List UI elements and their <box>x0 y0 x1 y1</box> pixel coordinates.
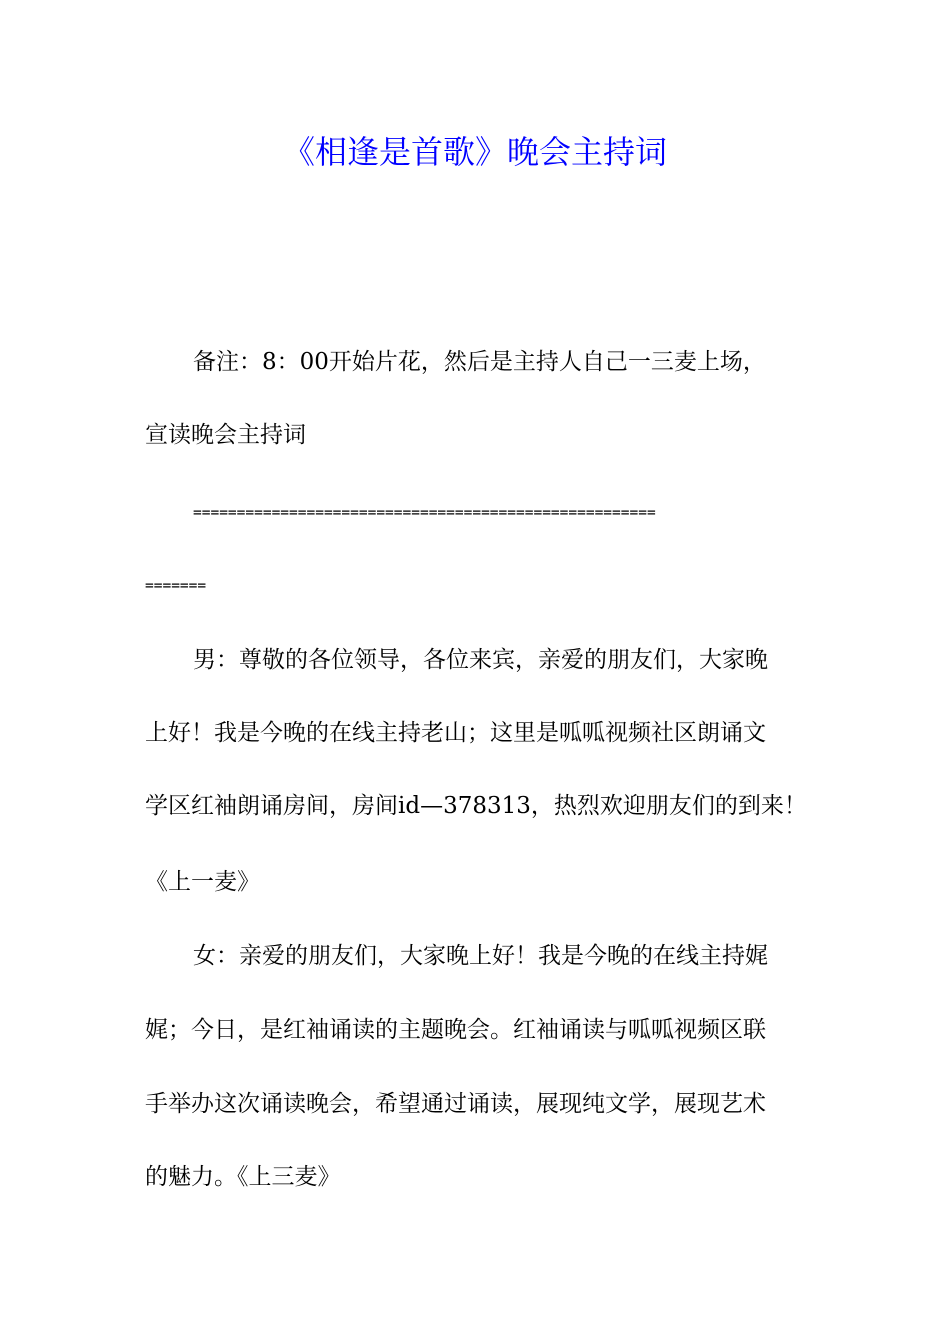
separator-line-2: ======= <box>145 578 207 594</box>
female-host-line-3: 手举办这次诵读晚会，希望通过诵读，展现纯文学，展现艺术 <box>145 1091 766 1117</box>
female-host-line-1: 女：亲爱的朋友们，大家晚上好！我是今晚的在线主持娓 <box>193 943 768 969</box>
male-host-line-3: 学区红袖朗诵房间，房间id—378313，热烈欢迎朋友们的到来！ <box>145 793 807 819</box>
female-host-line-2: 娓；今日，是红袖诵读的主题晚会。红袖诵读与呱呱视频区联 <box>145 1017 766 1043</box>
male-host-line-1: 男：尊敬的各位领导，各位来宾，亲爱的朋友们，大家晚 <box>193 647 768 673</box>
male-host-line-2: 上好！我是今晚的在线主持老山；这里是呱呱视频社区朗诵文 <box>145 720 766 746</box>
male-host-line-4: 《上一麦》 <box>145 869 260 895</box>
separator-line-1: ===================================================== <box>193 505 656 521</box>
document-title: 《相逢是首歌》晚会主持词 <box>282 133 667 171</box>
note-line-1: 备注：8：00开始片花，然后是主持人自己一三麦上场， <box>193 349 766 375</box>
female-host-line-4: 的魅力。《上三麦》 <box>145 1164 341 1190</box>
note-line-2: 宣读晚会主持词 <box>145 422 306 448</box>
